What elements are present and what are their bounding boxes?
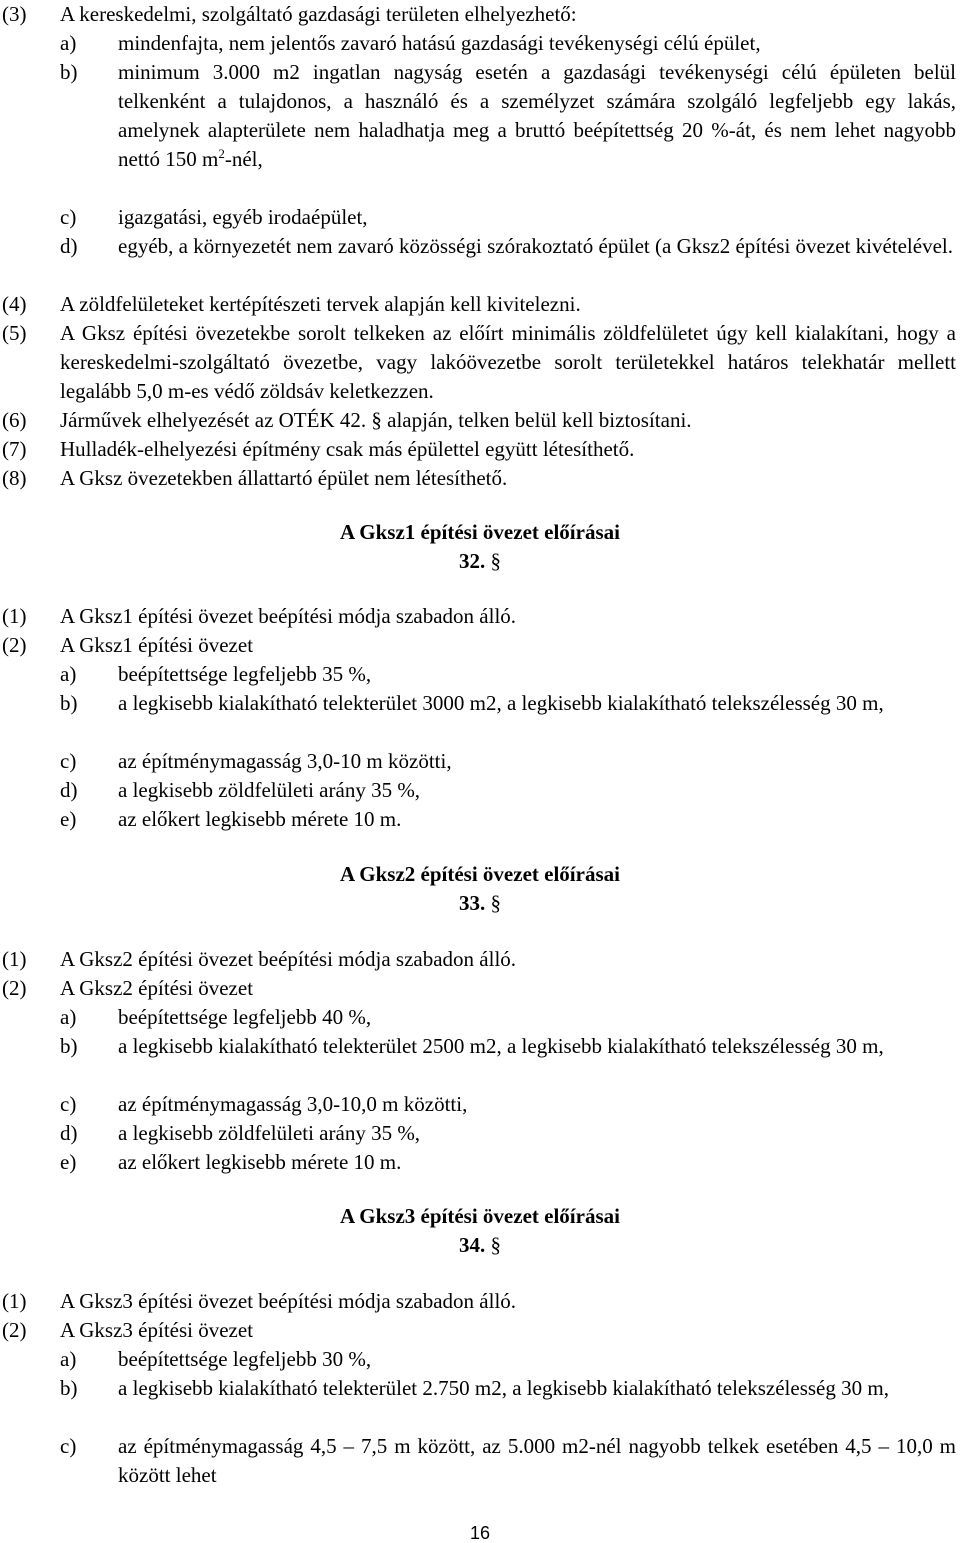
paragraph-number: (8) (2, 466, 27, 490)
list-item-text: egyéb, a környezetét nem zavaró közösségi szórakoztató épület (a Gksz2 építési övezet kivételével. (118, 234, 953, 258)
section-number: 32. (459, 549, 486, 573)
list-item-text: igazgatási, egyéb irodaépület, (118, 205, 368, 229)
paragraph-number: (1) (2, 947, 27, 971)
list-item-label: e) (60, 807, 77, 831)
section-number: 33. (459, 891, 486, 915)
paragraph-text: A zöldfelületeket kertépítészeti tervek alapján kell kivitelezni. (60, 292, 581, 316)
list-item-text: az építménymagasság 3,0-10 m közötti, (118, 749, 452, 773)
page-number: 16 (469, 1523, 491, 1543)
list-item-text: a legkisebb zöldfelületi arány 35 %, (118, 1121, 421, 1145)
section-number-32 (0, 547, 960, 576)
section-number-34 (0, 1231, 960, 1260)
superscript: 2 (218, 146, 225, 161)
list-item-label: c) (60, 205, 77, 229)
paragraph-number: (6) (2, 408, 27, 432)
list-item-label: d) (60, 234, 78, 258)
section-title-gksz1: A Gksz1 építési övezet előírásai (340, 520, 620, 544)
section-title-gksz3: A Gksz3 építési övezet előírásai (340, 1204, 620, 1228)
list-item-label: b) (60, 1376, 78, 1400)
paragraph-text: A Gksz övezetekben állattartó épület nem létesíthető. (60, 466, 508, 490)
list-item-label: b) (60, 1034, 78, 1058)
paragraph-text: A Gksz1 építési övezet beépítési módja szabadon álló. (60, 604, 517, 628)
paragraph-text: A Gksz1 építési övezet (60, 633, 254, 657)
section-number-33 (0, 889, 960, 918)
list-item-label: c) (60, 749, 77, 773)
list-item-label: e) (60, 1150, 77, 1174)
paragraph-text: Hulladék-elhelyezési építmény csak más épülettel együtt létesíthető. (60, 437, 635, 461)
section-number: 34. (459, 1233, 486, 1257)
list-item-text-main: minimum 3.000 m2 ingatlan nagyság esetén a gazdasági tevékenységi célú épületen belül telkenként a tulajdonos, a használó és a személyzet számára szolgáló legfeljebb egy lakás, amelynek alapterülete nem haladhatja meg a bruttó beépítettség 20 %-át, és nem lehet nagyobb nettó 150 m (118, 60, 956, 171)
paragraph-number: (7) (2, 437, 27, 461)
list-item-text: az építménymagasság 4,5 – 7,5 m között, az 5.000 m2-nél nagyobb telkek esetében 4,5 – 10,0 m között lehet (118, 1434, 956, 1487)
list-item-label: b) (60, 691, 78, 715)
paragraph-number: (2) (2, 976, 27, 1000)
list-item-text (118, 58, 956, 174)
section-title-gksz2: A Gksz2 építési övezet előírásai (340, 862, 620, 886)
list-item-text: a legkisebb kialakítható telekterület 3000 m2, a legkisebb kialakítható telekszélesség 30 m, (118, 691, 884, 715)
paragraph-number: (4) (2, 292, 27, 316)
list-item-text-tail: -nél, (224, 147, 263, 171)
paragraph-text: A Gksz2 építési övezet (60, 976, 254, 1000)
list-item-label: d) (60, 778, 78, 802)
list-item-text: beépítettsége legfeljebb 40 %, (118, 1005, 372, 1029)
paragraph-number: (2) (2, 1318, 27, 1342)
list-item-text: a legkisebb zöldfelületi arány 35 %, (118, 778, 421, 802)
list-item-text: beépítettsége legfeljebb 30 %, (118, 1347, 372, 1371)
list-item-label: b) (60, 60, 78, 84)
list-item-label: a) (60, 31, 77, 55)
paragraph-text: A Gksz3 építési övezet (60, 1318, 254, 1342)
list-item-label: c) (60, 1434, 77, 1458)
paragraph-number: (1) (2, 604, 27, 628)
list-item-label: c) (60, 1092, 77, 1116)
list-item-label: a) (60, 1005, 77, 1029)
section-sign: § (490, 1233, 501, 1257)
paragraph-text: Járművek elhelyezését az OTÉK 42. § alapján, telken belül kell biztosítani. (60, 408, 692, 432)
list-item-text: az előkert legkisebb mérete 10 m. (118, 1150, 402, 1174)
list-item-text: mindenfajta, nem jelentős zavaró hatású gazdasági tevékenységi célú épület, (118, 31, 761, 55)
list-item-label: d) (60, 1121, 78, 1145)
list-item-label: a) (60, 662, 77, 686)
paragraph-text: A Gksz2 építési övezet beépítési módja szabadon álló. (60, 947, 517, 971)
paragraph-number: (2) (2, 633, 27, 657)
paragraph-number: (1) (2, 1289, 27, 1313)
list-item-text: beépítettsége legfeljebb 35 %, (118, 662, 372, 686)
list-item-text: a legkisebb kialakítható telekterület 2500 m2, a legkisebb kialakítható telekszélesség 30 m, (118, 1034, 884, 1058)
section-sign: § (490, 891, 501, 915)
section-sign: § (490, 549, 501, 573)
paragraph-text: A kereskedelmi, szolgáltató gazdasági területen elhelyezhető: (60, 2, 577, 26)
paragraph-number: (3) (2, 2, 27, 26)
paragraph-number: (5) (2, 321, 27, 345)
list-item-text: a legkisebb kialakítható telekterület 2.750 m2, a legkisebb kialakítható telekszélesség 30 m, (118, 1376, 889, 1400)
list-item-text: az építménymagasság 3,0-10,0 m közötti, (118, 1092, 468, 1116)
list-item-label: a) (60, 1347, 77, 1371)
paragraph-text: A Gksz építési övezetekbe sorolt telkeken az előírt minimális zöldfelületet úgy kell kialakítani, hogy a kereskedelmi-szolgáltató övezetbe, vagy lakóövezetbe sorolt területekkel határos telekhatár mellett legalább 5,0 m-es védő zöldsáv keletkezzen. (60, 321, 956, 403)
paragraph-text: A Gksz3 építési övezet beépítési módja szabadon álló. (60, 1289, 517, 1313)
list-item-text: az előkert legkisebb mérete 10 m. (118, 807, 402, 831)
